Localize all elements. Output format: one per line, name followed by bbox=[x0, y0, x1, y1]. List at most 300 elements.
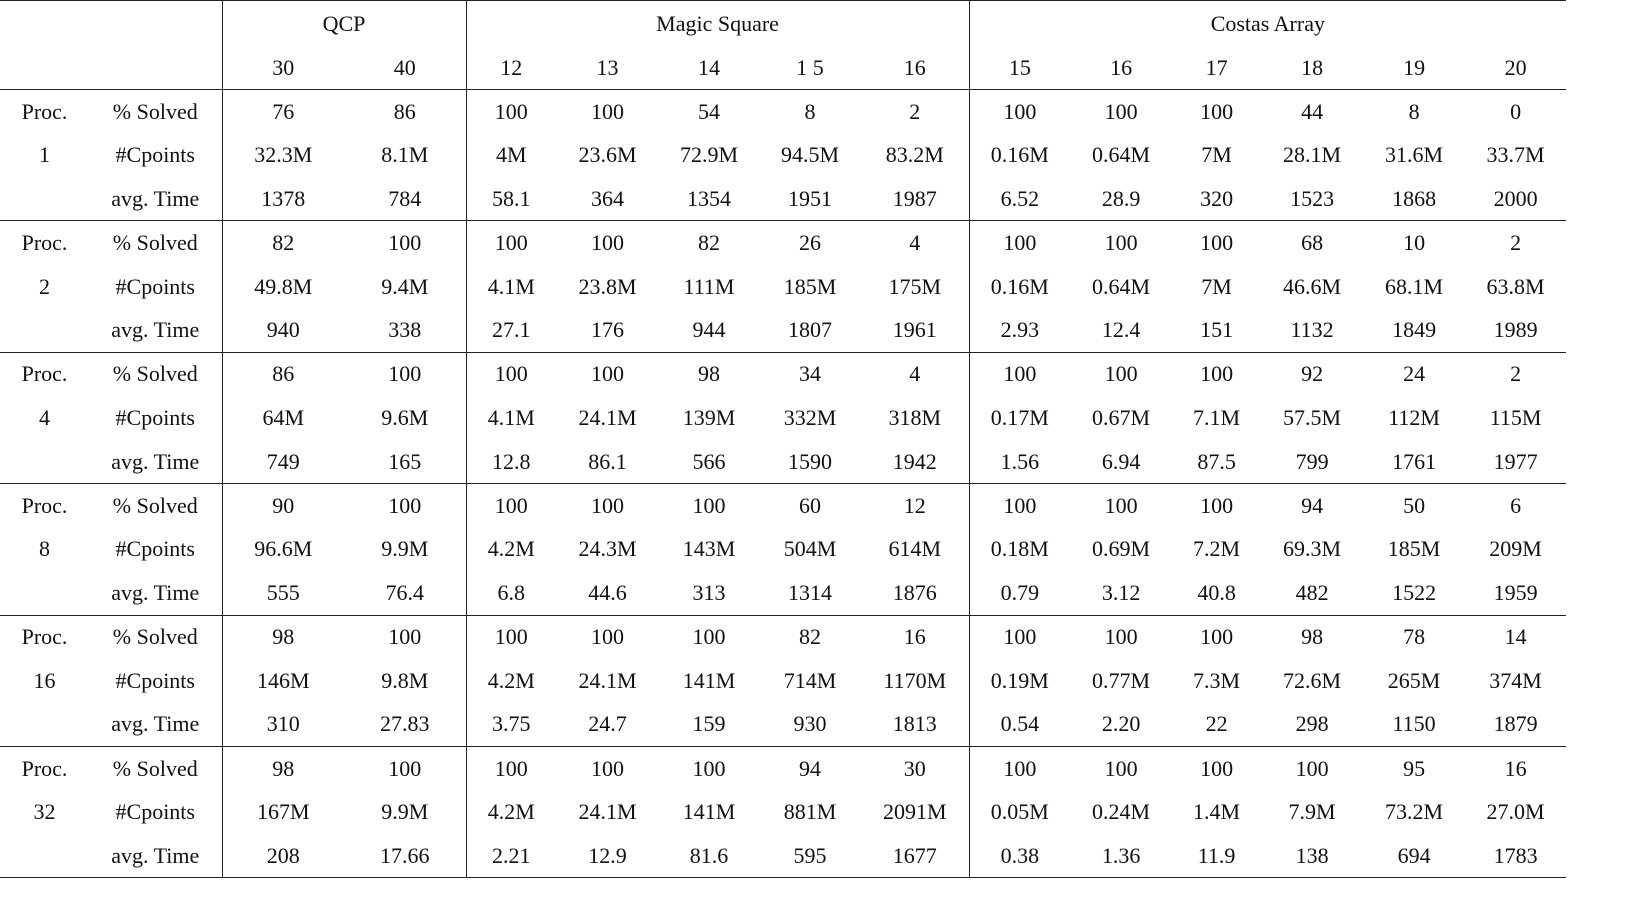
value-cell: 100 bbox=[591, 98, 625, 124]
value-cell: 100 bbox=[388, 230, 422, 256]
value-cell: 338 bbox=[344, 308, 466, 352]
value-cell: 68.1M bbox=[1385, 273, 1444, 299]
proc-cell: 8 bbox=[39, 536, 50, 562]
value-cell: 46.6M bbox=[1283, 273, 1342, 299]
value-cell: 24 bbox=[1403, 361, 1426, 387]
proc-cell bbox=[0, 703, 89, 747]
group-header-costas-array: Costas Array bbox=[969, 1, 1566, 48]
value-cell: 141M bbox=[682, 799, 736, 825]
value-cell: 100 bbox=[969, 484, 1070, 528]
value-cell: 6.8 bbox=[466, 571, 556, 615]
value-cell: 1959 bbox=[1465, 571, 1566, 615]
value-cell: 482 bbox=[1261, 571, 1363, 615]
value-cell: 26 bbox=[799, 230, 822, 256]
value-cell: 138 bbox=[1261, 834, 1363, 878]
value-cell: 1783 bbox=[1465, 834, 1566, 878]
value-cell: 9.9M bbox=[381, 536, 429, 562]
value-cell: 98 bbox=[222, 746, 344, 790]
value-cell: 7.2M bbox=[1193, 536, 1241, 562]
value-cell: 81.6 bbox=[659, 834, 759, 878]
metric-label: avg. Time bbox=[89, 703, 222, 747]
value-cell: 4.1M bbox=[466, 396, 556, 440]
value-cell: 1879 bbox=[1465, 703, 1566, 747]
value-cell: 86 bbox=[222, 352, 344, 396]
size-header: 14 bbox=[659, 47, 759, 90]
value-cell: 14 bbox=[1504, 624, 1527, 650]
value-cell: 64M bbox=[222, 396, 344, 440]
value-cell: 9.9M bbox=[381, 799, 429, 825]
value-cell: 100 bbox=[1104, 624, 1138, 650]
value-cell: 100 bbox=[591, 361, 625, 387]
value-cell: 100 bbox=[969, 615, 1070, 659]
value-cell: 8 bbox=[1408, 98, 1420, 124]
size-header: 15 bbox=[969, 47, 1070, 90]
value-cell: 100 bbox=[388, 361, 422, 387]
value-cell: 2 bbox=[1510, 361, 1522, 387]
group-header-qcp: QCP bbox=[222, 1, 466, 48]
value-cell: 694 bbox=[1363, 834, 1465, 878]
metric-label: avg. Time bbox=[89, 571, 222, 615]
value-cell: 54 bbox=[698, 98, 721, 124]
table-row bbox=[0, 221, 1566, 265]
table-row bbox=[0, 790, 1566, 834]
value-cell: 12.4 bbox=[1070, 308, 1172, 352]
value-cell: 100 bbox=[1200, 98, 1234, 124]
value-cell: 12.8 bbox=[466, 440, 556, 484]
metric-label: #Cpoints bbox=[115, 667, 195, 693]
value-cell: 0.05M bbox=[969, 790, 1070, 834]
table-body bbox=[0, 90, 1566, 878]
value-cell: 0.69M bbox=[1092, 536, 1151, 562]
metric-label: avg. Time bbox=[89, 308, 222, 352]
value-cell: 8.1M bbox=[381, 142, 429, 168]
value-cell: 100 bbox=[1200, 361, 1234, 387]
value-cell: 0.54 bbox=[969, 703, 1070, 747]
value-cell: 1961 bbox=[861, 308, 969, 352]
value-cell: 24.1M bbox=[578, 799, 637, 825]
value-cell: 94 bbox=[799, 755, 822, 781]
value-cell: 1813 bbox=[861, 703, 969, 747]
metric-label: #Cpoints bbox=[115, 799, 195, 825]
value-cell: 68 bbox=[1301, 230, 1324, 256]
value-cell: 0.16M bbox=[969, 265, 1070, 309]
value-cell: 100 bbox=[692, 624, 726, 650]
value-cell: 22 bbox=[1172, 703, 1261, 747]
value-cell: 95 bbox=[1403, 755, 1426, 781]
value-cell: 98 bbox=[698, 361, 721, 387]
value-cell: 1522 bbox=[1363, 571, 1465, 615]
value-cell: 96.6M bbox=[222, 527, 344, 571]
value-cell: 34 bbox=[799, 361, 822, 387]
value-cell: 2000 bbox=[1465, 177, 1566, 221]
size-header: 16 bbox=[861, 47, 969, 90]
value-cell: 0.67M bbox=[1092, 404, 1151, 430]
value-cell: 167M bbox=[222, 790, 344, 834]
value-cell: 0.79 bbox=[969, 571, 1070, 615]
proc-cell bbox=[0, 571, 89, 615]
value-cell: 3.75 bbox=[466, 703, 556, 747]
value-cell: 100 bbox=[1200, 230, 1234, 256]
value-cell: 23.6M bbox=[578, 142, 637, 168]
value-cell: 17.66 bbox=[344, 834, 466, 878]
value-cell: 50 bbox=[1403, 492, 1426, 518]
value-cell: 12 bbox=[903, 492, 926, 518]
value-cell: 1942 bbox=[861, 440, 969, 484]
size-header: 1 5 bbox=[759, 47, 861, 90]
value-cell: 69.3M bbox=[1283, 536, 1342, 562]
value-cell: 24.1M bbox=[578, 667, 637, 693]
value-cell: 100 bbox=[692, 755, 726, 781]
value-cell: 111M bbox=[683, 273, 735, 299]
value-cell: 72.9M bbox=[679, 142, 739, 168]
value-cell: 1868 bbox=[1363, 177, 1465, 221]
value-cell: 27.83 bbox=[344, 703, 466, 747]
proc-cell bbox=[0, 177, 89, 221]
proc-cell bbox=[0, 308, 89, 352]
value-cell: 151 bbox=[1172, 308, 1261, 352]
table-row bbox=[0, 571, 1566, 615]
table-row bbox=[0, 834, 1566, 878]
value-cell: 82 bbox=[799, 624, 822, 650]
value-cell: 60 bbox=[799, 492, 822, 518]
value-cell: 3.12 bbox=[1070, 571, 1172, 615]
metric-label: avg. Time bbox=[89, 177, 222, 221]
value-cell: 364 bbox=[556, 177, 659, 221]
metric-label: #Cpoints bbox=[115, 536, 195, 562]
value-cell: 0 bbox=[1510, 98, 1522, 124]
value-cell: 318M bbox=[888, 404, 942, 430]
value-cell: 332M bbox=[783, 404, 837, 430]
proc-cell bbox=[0, 834, 89, 878]
value-cell: 7.3M bbox=[1193, 667, 1241, 693]
value-cell: 1876 bbox=[861, 571, 969, 615]
table-row bbox=[0, 308, 1566, 352]
value-cell: 313 bbox=[659, 571, 759, 615]
value-cell: 100 bbox=[466, 221, 556, 265]
table-row bbox=[0, 265, 1566, 309]
metric-label: avg. Time bbox=[89, 834, 222, 878]
proc-cell: Proc. bbox=[21, 361, 68, 387]
value-cell: 44 bbox=[1301, 98, 1324, 124]
table-row bbox=[0, 396, 1566, 440]
value-cell: 320 bbox=[1172, 177, 1261, 221]
table-row bbox=[0, 746, 1566, 790]
metric-label: % Solved bbox=[112, 98, 198, 124]
value-cell: 1132 bbox=[1261, 308, 1363, 352]
value-cell: 82 bbox=[222, 221, 344, 265]
value-cell: 100 bbox=[466, 90, 556, 134]
proc-cell: Proc. bbox=[21, 624, 68, 650]
value-cell: 86.1 bbox=[556, 440, 659, 484]
value-cell: 6.94 bbox=[1070, 440, 1172, 484]
value-cell: 7.9M bbox=[1288, 799, 1336, 825]
value-cell: 72.6M bbox=[1283, 667, 1342, 693]
value-cell: 0.16M bbox=[969, 133, 1070, 177]
table-row bbox=[0, 440, 1566, 484]
value-cell: 185M bbox=[783, 273, 837, 299]
value-cell: 12.9 bbox=[556, 834, 659, 878]
value-cell: 76.4 bbox=[344, 571, 466, 615]
proc-cell: 32 bbox=[33, 799, 56, 825]
table-row bbox=[0, 484, 1566, 528]
corner-cell bbox=[89, 1, 222, 48]
value-cell: 16 bbox=[1504, 755, 1527, 781]
size-header: 17 bbox=[1172, 47, 1261, 90]
value-cell: 44.6 bbox=[556, 571, 659, 615]
value-cell: 57.5M bbox=[1283, 404, 1342, 430]
value-cell: 139M bbox=[682, 404, 736, 430]
value-cell: 298 bbox=[1261, 703, 1363, 747]
proc-cell: 2 bbox=[39, 273, 50, 299]
table-row bbox=[0, 352, 1566, 396]
value-cell: 94.5M bbox=[780, 142, 840, 168]
value-cell: 209M bbox=[1489, 536, 1542, 562]
value-cell: 100 bbox=[1200, 624, 1234, 650]
metric-label: % Solved bbox=[112, 230, 198, 256]
value-cell: 100 bbox=[1200, 492, 1234, 518]
table-row bbox=[0, 177, 1566, 221]
value-cell: 100 bbox=[466, 615, 556, 659]
size-header: 40 bbox=[344, 47, 466, 90]
value-cell: 6 bbox=[1510, 492, 1522, 518]
corner-cell bbox=[89, 47, 222, 90]
value-cell: 73.2M bbox=[1385, 799, 1444, 825]
value-cell: 265M bbox=[1387, 667, 1441, 693]
value-cell: 94 bbox=[1301, 492, 1324, 518]
value-cell: 799 bbox=[1261, 440, 1363, 484]
value-cell: 78 bbox=[1403, 624, 1426, 650]
value-cell: 0.17M bbox=[969, 396, 1070, 440]
value-cell: 0.19M bbox=[969, 659, 1070, 703]
value-cell: 40.8 bbox=[1172, 571, 1261, 615]
value-cell: 23.8M bbox=[578, 273, 637, 299]
value-cell: 100 bbox=[1104, 492, 1138, 518]
metric-label: % Solved bbox=[112, 361, 198, 387]
value-cell: 100 bbox=[388, 624, 422, 650]
value-cell: 714M bbox=[783, 667, 837, 693]
value-cell: 100 bbox=[1200, 755, 1234, 781]
value-cell: 10 bbox=[1403, 230, 1426, 256]
value-cell: 32.3M bbox=[222, 133, 344, 177]
value-cell: 2.21 bbox=[466, 834, 556, 878]
size-header: 19 bbox=[1363, 47, 1465, 90]
value-cell: 310 bbox=[222, 703, 344, 747]
corner-cell bbox=[0, 47, 89, 90]
proc-cell bbox=[0, 440, 89, 484]
group-header-row bbox=[0, 1, 1566, 48]
value-cell: 24.3M bbox=[578, 536, 637, 562]
value-cell: 31.6M bbox=[1385, 142, 1444, 168]
value-cell: 63.8M bbox=[1486, 273, 1545, 299]
value-cell: 100 bbox=[969, 221, 1070, 265]
value-cell: 0.77M bbox=[1092, 667, 1151, 693]
value-cell: 100 bbox=[466, 352, 556, 396]
value-cell: 1.56 bbox=[969, 440, 1070, 484]
value-cell: 176 bbox=[556, 308, 659, 352]
value-cell: 9.4M bbox=[381, 273, 429, 299]
value-cell: 6.52 bbox=[969, 177, 1070, 221]
value-cell: 2.20 bbox=[1070, 703, 1172, 747]
value-cell: 0.64M bbox=[1092, 142, 1151, 168]
value-cell: 100 bbox=[969, 746, 1070, 790]
value-cell: 0.18M bbox=[969, 527, 1070, 571]
value-cell: 930 bbox=[759, 703, 861, 747]
metric-label: #Cpoints bbox=[115, 404, 195, 430]
table-row bbox=[0, 527, 1566, 571]
value-cell: 1807 bbox=[759, 308, 861, 352]
value-cell: 83.2M bbox=[885, 142, 944, 168]
value-cell: 100 bbox=[1104, 361, 1138, 387]
table-row bbox=[0, 133, 1566, 177]
value-cell: 555 bbox=[222, 571, 344, 615]
metric-label: #Cpoints bbox=[115, 273, 195, 299]
value-cell: 4 bbox=[909, 361, 921, 387]
value-cell: 1989 bbox=[1465, 308, 1566, 352]
table-row bbox=[0, 90, 1566, 134]
proc-cell: 16 bbox=[33, 667, 56, 693]
value-cell: 1977 bbox=[1465, 440, 1566, 484]
value-cell: 4.2M bbox=[466, 527, 556, 571]
value-cell: 143M bbox=[682, 536, 736, 562]
value-cell: 90 bbox=[222, 484, 344, 528]
value-cell: 100 bbox=[591, 755, 625, 781]
value-cell: 1.4M bbox=[1193, 799, 1241, 825]
value-cell: 28.9 bbox=[1070, 177, 1172, 221]
value-cell: 100 bbox=[1295, 755, 1329, 781]
value-cell: 112M bbox=[1388, 404, 1440, 430]
value-cell: 28.1M bbox=[1283, 142, 1342, 168]
value-cell: 7.1M bbox=[1193, 404, 1241, 430]
value-cell: 4.2M bbox=[466, 659, 556, 703]
value-cell: 100 bbox=[1104, 98, 1138, 124]
value-cell: 9.8M bbox=[381, 667, 429, 693]
metric-label: % Solved bbox=[112, 755, 198, 781]
metric-label: % Solved bbox=[112, 624, 198, 650]
size-header: 12 bbox=[466, 47, 556, 90]
value-cell: 2.93 bbox=[969, 308, 1070, 352]
value-cell: 1677 bbox=[861, 834, 969, 878]
value-cell: 11.9 bbox=[1172, 834, 1261, 878]
value-cell: 115M bbox=[1489, 404, 1542, 430]
size-header-row bbox=[0, 47, 1566, 90]
value-cell: 100 bbox=[969, 90, 1070, 134]
value-cell: 159 bbox=[659, 703, 759, 747]
value-cell: 1849 bbox=[1363, 308, 1465, 352]
value-cell: 208 bbox=[222, 834, 344, 878]
value-cell: 4.2M bbox=[466, 790, 556, 834]
value-cell: 100 bbox=[591, 624, 625, 650]
value-cell: 76 bbox=[222, 90, 344, 134]
value-cell: 504M bbox=[783, 536, 837, 562]
value-cell: 49.8M bbox=[222, 265, 344, 309]
value-cell: 100 bbox=[1104, 755, 1138, 781]
value-cell: 614M bbox=[888, 536, 942, 562]
value-cell: 92 bbox=[1301, 361, 1324, 387]
value-cell: 1951 bbox=[759, 177, 861, 221]
value-cell: 87.5 bbox=[1172, 440, 1261, 484]
value-cell: 4.1M bbox=[466, 265, 556, 309]
value-cell: 7M bbox=[1201, 273, 1232, 299]
size-header: 16 bbox=[1070, 47, 1172, 90]
value-cell: 1590 bbox=[759, 440, 861, 484]
value-cell: 82 bbox=[698, 230, 721, 256]
value-cell: 100 bbox=[466, 484, 556, 528]
value-cell: 98 bbox=[222, 615, 344, 659]
value-cell: 940 bbox=[222, 308, 344, 352]
value-cell: 749 bbox=[222, 440, 344, 484]
value-cell: 374M bbox=[1489, 667, 1542, 693]
table-row bbox=[0, 659, 1566, 703]
value-cell: 7M bbox=[1201, 142, 1232, 168]
value-cell: 0.38 bbox=[969, 834, 1070, 878]
value-cell: 141M bbox=[682, 667, 736, 693]
value-cell: 1.36 bbox=[1070, 834, 1172, 878]
value-cell: 9.6M bbox=[381, 404, 429, 430]
value-cell: 86 bbox=[393, 98, 416, 124]
corner-cell bbox=[0, 1, 89, 48]
value-cell: 1170M bbox=[883, 667, 947, 693]
value-cell: 100 bbox=[388, 755, 422, 781]
value-cell: 784 bbox=[344, 177, 466, 221]
value-cell: 4 bbox=[909, 230, 921, 256]
value-cell: 58.1 bbox=[466, 177, 556, 221]
value-cell: 1987 bbox=[861, 177, 969, 221]
value-cell: 33.7M bbox=[1486, 142, 1545, 168]
value-cell: 0.24M bbox=[1092, 799, 1151, 825]
value-cell: 30 bbox=[903, 755, 926, 781]
value-cell: 881M bbox=[783, 799, 837, 825]
value-cell: 16 bbox=[903, 624, 926, 650]
value-cell: 146M bbox=[222, 659, 344, 703]
value-cell: 24.1M bbox=[578, 404, 637, 430]
value-cell: 27.0M bbox=[1486, 799, 1545, 825]
value-cell: 4M bbox=[466, 133, 556, 177]
value-cell: 2 bbox=[909, 98, 921, 124]
group-header-magic-square: Magic Square bbox=[466, 1, 969, 48]
metric-label: avg. Time bbox=[89, 440, 222, 484]
metric-label: #Cpoints bbox=[115, 142, 195, 168]
proc-cell: Proc. bbox=[21, 755, 68, 781]
value-cell: 595 bbox=[759, 834, 861, 878]
table-row bbox=[0, 615, 1566, 659]
value-cell: 1378 bbox=[222, 177, 344, 221]
value-cell: 0.64M bbox=[1092, 273, 1151, 299]
proc-cell: 1 bbox=[39, 142, 50, 168]
size-header: 13 bbox=[556, 47, 659, 90]
value-cell: 1354 bbox=[659, 177, 759, 221]
value-cell: 100 bbox=[388, 492, 422, 518]
value-cell: 566 bbox=[659, 440, 759, 484]
table-row bbox=[0, 703, 1566, 747]
size-header: 18 bbox=[1261, 47, 1363, 90]
value-cell: 100 bbox=[466, 746, 556, 790]
value-cell: 24.7 bbox=[556, 703, 659, 747]
value-cell: 2 bbox=[1510, 230, 1522, 256]
value-cell: 944 bbox=[659, 308, 759, 352]
value-cell: 175M bbox=[888, 273, 942, 299]
value-cell: 165 bbox=[344, 440, 466, 484]
proc-cell: Proc. bbox=[21, 230, 68, 256]
value-cell: 27.1 bbox=[466, 308, 556, 352]
size-header: 30 bbox=[222, 47, 344, 90]
value-cell: 100 bbox=[591, 230, 625, 256]
value-cell: 1314 bbox=[759, 571, 861, 615]
proc-cell: Proc. bbox=[21, 98, 68, 124]
value-cell: 100 bbox=[969, 352, 1070, 396]
value-cell: 98 bbox=[1301, 624, 1324, 650]
proc-cell: 4 bbox=[39, 404, 50, 430]
value-cell: 1150 bbox=[1363, 703, 1465, 747]
